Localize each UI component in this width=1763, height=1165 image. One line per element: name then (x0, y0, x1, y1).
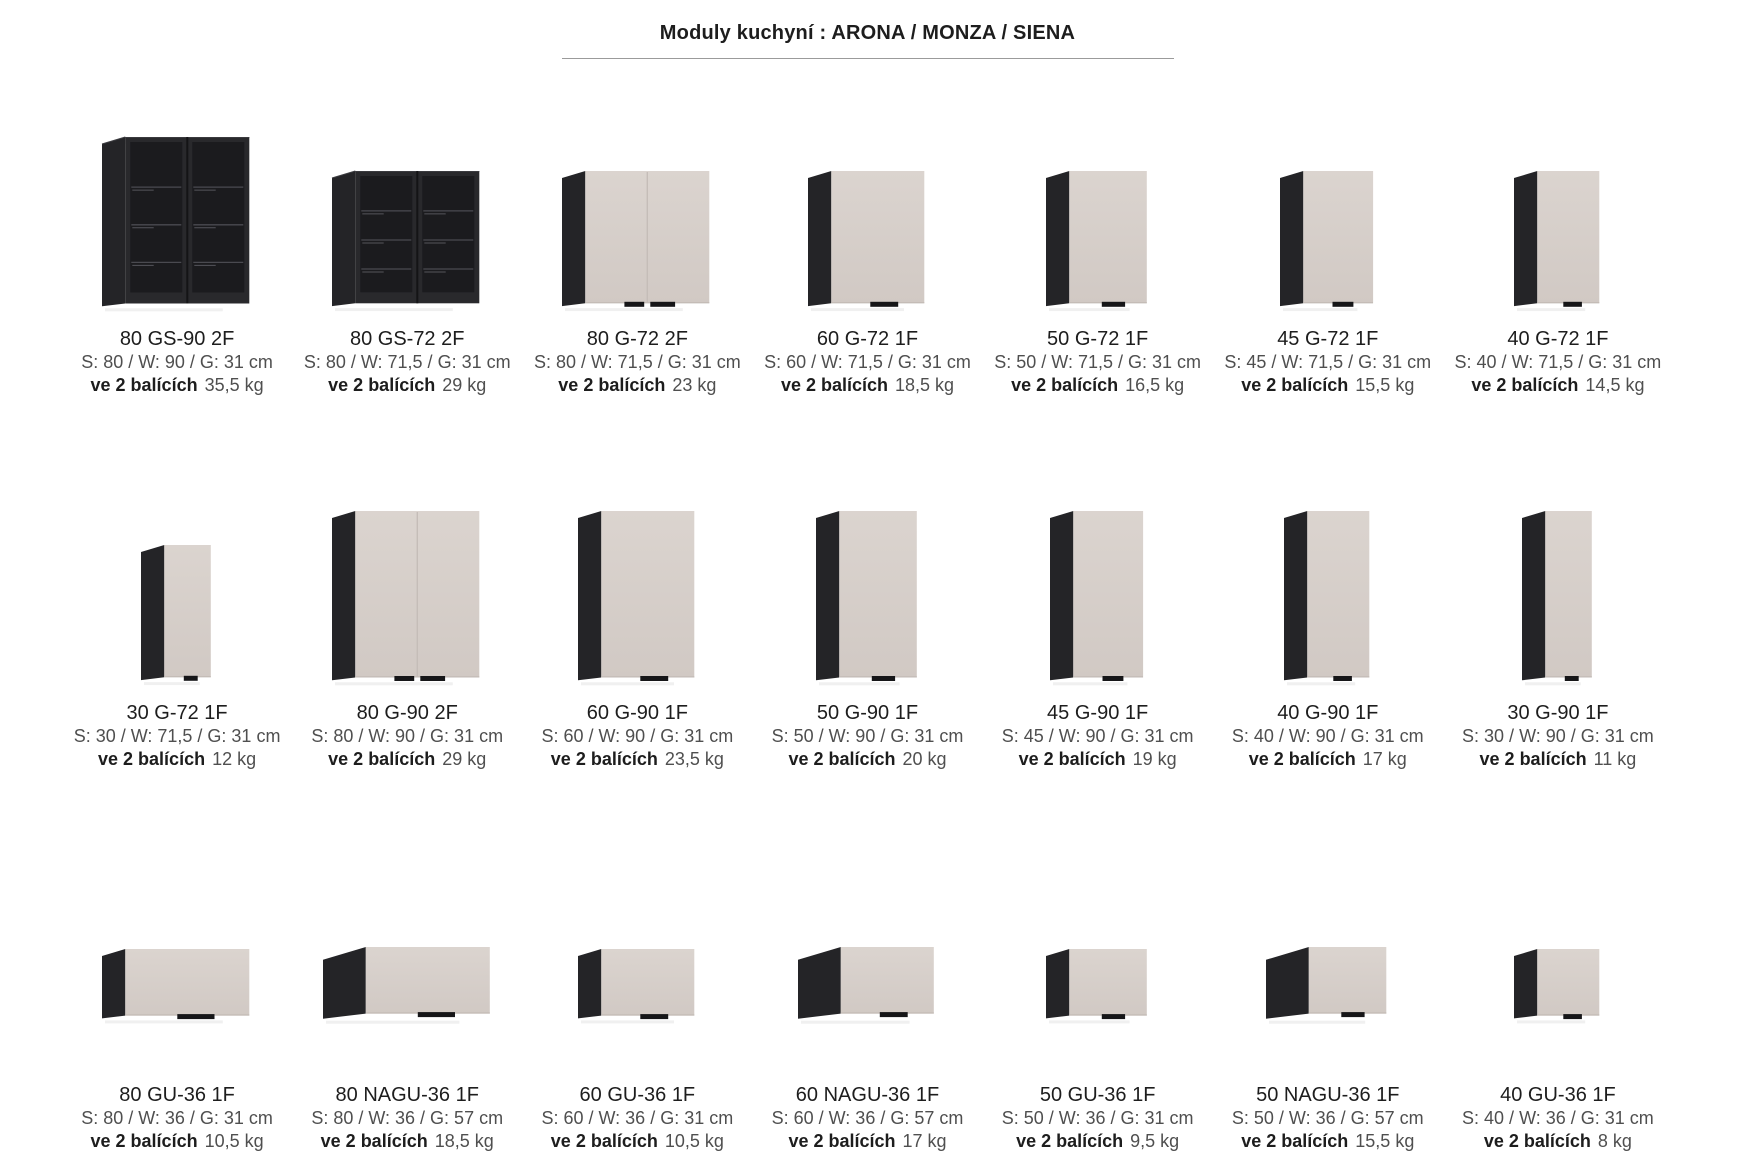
product-dimensions: S: 60 / W: 90 / G: 31 cm (541, 726, 734, 746)
product-weight: 15,5 kg (1355, 375, 1415, 395)
product-card (1443, 117, 1673, 397)
product-card (522, 117, 752, 397)
product-package-weight (62, 748, 292, 771)
product-row (62, 491, 1673, 771)
product-labels (522, 701, 752, 771)
cabinet-3d-image (62, 117, 292, 317)
product-weight: 10,5 kg (664, 1131, 724, 1151)
cabinet-3d-image (1443, 937, 1673, 1029)
product-card (1443, 491, 1673, 771)
product-card (522, 937, 752, 1153)
product-labels (522, 1083, 752, 1153)
product-name: 80 GU-36 1F (119, 1084, 235, 1106)
product-labels (292, 327, 522, 397)
product-card (1213, 117, 1443, 397)
cabinet-3d-image (62, 937, 292, 1029)
cabinet-3d-image (1213, 117, 1443, 317)
product-dimensions: S: 60 / W: 36 / G: 31 cm (541, 1108, 734, 1128)
product-labels (1213, 327, 1443, 397)
product-card (522, 491, 752, 771)
product-weight: 19 kg (1132, 749, 1177, 769)
cabinet-3d-image (62, 491, 292, 691)
product-package-weight (1213, 374, 1443, 397)
product-labels (62, 701, 292, 771)
cabinet-3d-image (292, 491, 522, 691)
product-dimensions: S: 50 / W: 90 / G: 31 cm (771, 726, 964, 746)
product-package-weight (752, 748, 982, 771)
product-labels (1443, 701, 1673, 771)
package-count-label: ve 2 balících (1483, 1131, 1591, 1151)
product-card (752, 937, 982, 1153)
product-labels (1443, 1083, 1673, 1153)
product-row (62, 937, 1673, 1153)
product-dimensions: S: 45 / W: 90 / G: 31 cm (1001, 726, 1194, 746)
product-package-weight (292, 748, 522, 771)
product-package-weight (1213, 1130, 1443, 1153)
product-package-weight (1443, 374, 1673, 397)
product-name: 80 G-90 2F (356, 702, 458, 724)
product-name: 30 G-90 1F (1507, 702, 1609, 724)
product-labels (752, 701, 982, 771)
package-count-label: ve 2 balících (558, 375, 666, 395)
cabinet-3d-image (983, 937, 1213, 1029)
product-labels (752, 1083, 982, 1153)
product-labels (983, 701, 1213, 771)
cabinet-3d-image (752, 937, 982, 1029)
product-name: 80 GS-72 2F (349, 328, 465, 350)
product-dimensions: S: 60 / W: 71,5 / G: 31 cm (764, 352, 971, 372)
product-card (62, 937, 292, 1153)
product-labels (752, 327, 982, 397)
product-dimensions: S: 50 / W: 36 / G: 57 cm (1231, 1108, 1424, 1128)
product-weight: 11 kg (1593, 749, 1637, 769)
product-name: 50 GU-36 1F (1039, 1084, 1156, 1106)
product-name: 45 G-90 1F (1047, 702, 1149, 724)
cabinet-3d-image (292, 937, 522, 1029)
cabinet-3d-image (522, 937, 752, 1029)
product-weight: 17 kg (902, 1131, 947, 1151)
product-package-weight (292, 374, 522, 397)
package-count-label: ve 2 balících (550, 1131, 658, 1151)
product-name: 50 G-90 1F (816, 702, 919, 724)
product-dimensions: S: 30 / W: 90 / G: 31 cm (1462, 726, 1654, 746)
product-labels (1213, 701, 1443, 771)
product-weight: 18,5 kg (434, 1131, 494, 1151)
cabinet-3d-image (1213, 491, 1443, 691)
package-count-label: ve 2 balících (1241, 375, 1349, 395)
product-name: 40 GU-36 1F (1500, 1084, 1616, 1106)
page-header (62, 22, 1673, 59)
product-package-weight (1213, 748, 1443, 771)
product-weight: 23 kg (672, 375, 717, 395)
product-card (983, 117, 1213, 397)
product-weight: 9,5 kg (1130, 1131, 1180, 1151)
product-dimensions: S: 50 / W: 71,5 / G: 31 cm (994, 352, 1202, 372)
product-weight: 14,5 kg (1585, 375, 1645, 395)
product-labels (62, 1083, 292, 1153)
cabinet-3d-image (522, 491, 752, 691)
product-package-weight (752, 1130, 982, 1153)
product-dimensions: S: 40 / W: 36 / G: 31 cm (1462, 1108, 1654, 1128)
product-package-weight (522, 1130, 752, 1153)
product-weight: 10,5 kg (204, 1131, 264, 1151)
product-card (292, 937, 522, 1153)
product-name: 60 G-72 1F (816, 328, 919, 350)
package-count-label: ve 2 balících (1241, 1131, 1349, 1151)
cabinet-3d-image (1443, 117, 1673, 317)
product-name: 50 G-72 1F (1047, 328, 1149, 350)
product-dimensions: S: 45 / W: 71,5 / G: 31 cm (1224, 352, 1432, 372)
product-card (983, 937, 1213, 1153)
cabinet-3d-image (752, 491, 982, 691)
product-package-weight (752, 374, 982, 397)
product-dimensions: S: 80 / W: 36 / G: 57 cm (311, 1108, 504, 1128)
product-dimensions: S: 80 / W: 71,5 / G: 31 cm (303, 352, 511, 372)
product-dimensions: S: 80 / W: 36 / G: 31 cm (81, 1108, 273, 1128)
product-card (752, 491, 982, 771)
title-underline (562, 22, 1174, 59)
product-dimensions: S: 80 / W: 90 / G: 31 cm (311, 726, 504, 746)
product-card (752, 117, 982, 397)
product-name: 30 G-72 1F (126, 702, 228, 724)
product-labels (522, 327, 752, 397)
product-package-weight (1443, 748, 1673, 771)
product-dimensions: S: 40 / W: 71,5 / G: 31 cm (1454, 352, 1662, 372)
product-weight: 16,5 kg (1125, 375, 1185, 395)
package-count-label: ve 2 balících (1018, 749, 1126, 769)
package-count-label: ve 2 balících (550, 749, 658, 769)
product-card (1213, 937, 1443, 1153)
product-weight: 17 kg (1362, 749, 1407, 769)
product-weight: 29 kg (442, 375, 487, 395)
product-labels (62, 327, 292, 397)
product-card (983, 491, 1213, 771)
product-package-weight (983, 748, 1213, 771)
product-weight: 12 kg (212, 749, 257, 769)
product-labels (983, 1083, 1213, 1153)
package-count-label: ve 2 balících (328, 749, 436, 769)
package-count-label: ve 2 balících (320, 1131, 428, 1151)
package-count-label: ve 2 balících (90, 1131, 198, 1151)
package-count-label: ve 2 balících (788, 749, 896, 769)
product-weight: 18,5 kg (895, 375, 955, 395)
product-dimensions: S: 80 / W: 90 / G: 31 cm (81, 352, 273, 372)
page-title: Moduly kuchyní : ARONA / MONZA / SIENA (659, 22, 1076, 44)
cabinet-3d-image (983, 491, 1213, 691)
product-name: 50 NAGU-36 1F (1256, 1084, 1400, 1106)
product-weight: 23,5 kg (664, 749, 724, 769)
product-card (292, 491, 522, 771)
product-name: 40 G-72 1F (1507, 328, 1609, 350)
product-card (1443, 937, 1673, 1153)
product-dimensions: S: 80 / W: 71,5 / G: 31 cm (533, 352, 741, 372)
product-dimensions: S: 30 / W: 71,5 / G: 31 cm (73, 726, 281, 746)
product-name: 45 G-72 1F (1277, 328, 1379, 350)
product-package-weight (292, 1130, 522, 1153)
product-name: 60 NAGU-36 1F (795, 1084, 940, 1106)
product-dimensions: S: 60 / W: 36 / G: 57 cm (771, 1108, 964, 1128)
product-card (62, 491, 292, 771)
product-dimensions: S: 50 / W: 36 / G: 31 cm (1001, 1108, 1194, 1128)
product-card (1213, 491, 1443, 771)
package-count-label: ve 2 balících (328, 375, 436, 395)
cabinet-3d-image (1213, 937, 1443, 1029)
product-grid (62, 117, 1673, 1153)
package-count-label: ve 2 balících (98, 749, 206, 769)
package-count-label: ve 2 balících (1248, 749, 1356, 769)
product-labels (1213, 1083, 1443, 1153)
product-row (62, 117, 1673, 397)
product-weight: 8 kg (1597, 1131, 1632, 1151)
product-labels (292, 1083, 522, 1153)
package-count-label: ve 2 balících (90, 375, 198, 395)
package-count-label: ve 2 balících (1011, 375, 1119, 395)
cabinet-3d-image (983, 117, 1213, 317)
package-count-label: ve 2 balících (780, 375, 888, 395)
package-count-label: ve 2 balících (1471, 375, 1579, 395)
product-name: 60 GU-36 1F (579, 1084, 696, 1106)
product-weight: 20 kg (902, 749, 947, 769)
product-name: 80 G-72 2F (586, 328, 688, 350)
product-labels (1443, 327, 1673, 397)
product-weight: 29 kg (442, 749, 487, 769)
product-package-weight (522, 748, 752, 771)
product-labels (983, 327, 1213, 397)
cabinet-3d-image (292, 117, 522, 317)
product-package-weight (1443, 1130, 1673, 1153)
product-package-weight (983, 374, 1213, 397)
package-count-label: ve 2 balících (1016, 1131, 1124, 1151)
product-labels (292, 701, 522, 771)
cabinet-3d-image (752, 117, 982, 317)
package-count-label: ve 2 balících (1479, 749, 1587, 769)
cabinet-3d-image (1443, 491, 1673, 691)
product-package-weight (522, 374, 752, 397)
product-card (292, 117, 522, 397)
product-weight: 35,5 kg (204, 375, 264, 395)
product-card (62, 117, 292, 397)
product-package-weight (62, 1130, 292, 1153)
product-dimensions: S: 40 / W: 90 / G: 31 cm (1231, 726, 1424, 746)
product-package-weight (983, 1130, 1213, 1153)
package-count-label: ve 2 balících (788, 1131, 896, 1151)
product-name: 80 NAGU-36 1F (335, 1084, 479, 1106)
product-name: 40 G-90 1F (1277, 702, 1379, 724)
product-package-weight (62, 374, 292, 397)
product-name: 60 G-90 1F (586, 702, 688, 724)
cabinet-3d-image (522, 117, 752, 317)
product-weight: 15,5 kg (1355, 1131, 1415, 1151)
product-name: 80 GS-90 2F (119, 328, 235, 350)
